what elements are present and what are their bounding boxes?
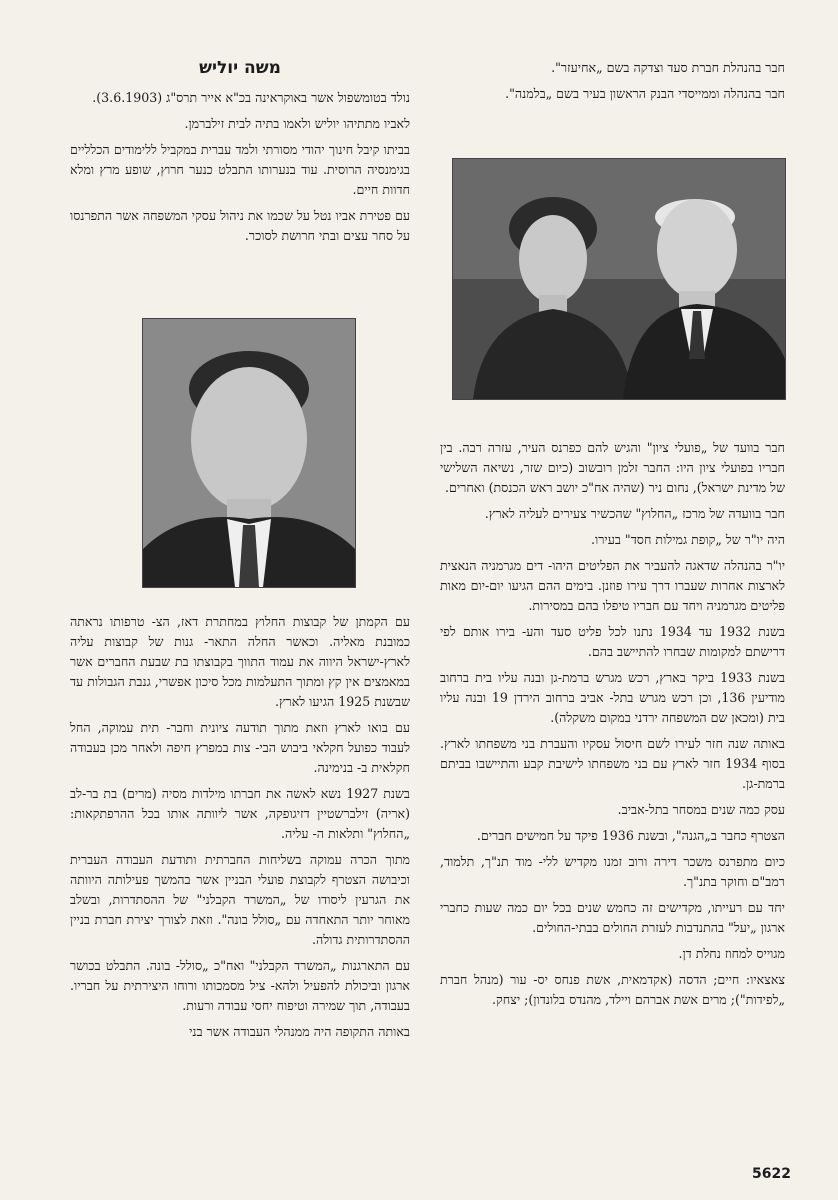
paragraph: באותה התקופה היה ממנהלי העבודה אשר בני xyxy=(189,1024,410,1039)
paragraph: צאצאיו: חיים; הדסה (אקדמאית, אשת פנחס יס- עור (מנהל חברת „לפידות"); מרים אשת אברהם ויילד, מהנדס בלונדון); יצחק. xyxy=(440,972,785,1007)
paragraph: חבר בוועדה של מרכז „החלוץ" שהכשיר צעירים לעליה לארץ. xyxy=(484,506,785,521)
paragraph: בביתו קיבל חינוך יהודי מסורתי ולמד עברית במקביל ללימודים הכלליים בגימנסיה הרוסית. עוד בנערותו התבלט כנער חרוץ, שופע מרץ ומלא חדוות חיים. xyxy=(70,142,410,197)
paragraph: בשנת 1927 נשא לאשה את חברתו מילדות מסיה (מרים) בת בר-לב (אריה) זילברשטיין דזיגופקה, אשר ליוותה אותו בכל ההרפתקאות: „החלוץ" ותלאות ה- עליה. xyxy=(70,786,410,841)
paragraph: מגוייס למחוז נחלת דן. xyxy=(678,946,785,961)
left-bottom-column xyxy=(70,612,410,1048)
page-number: 5622 xyxy=(752,1166,791,1182)
paragraph: עם בואו לארץ וזאת מתוך תודעה ציונית וחבר- תית עמוקה, החל לעבוד כפועל חקלאי ביבוש הבי- צות במפרץ חיפה ולאחר מכן בעבודה חקלאית ב- בנימינה. xyxy=(70,720,410,775)
paragraph: יחד עם רעייתו, מקדישים זה כחמש שנים בכל יום כמה שעות כחברי ארגון „יעל" בהתנדבות לעזרת החולים בבתי-החולים. xyxy=(440,900,785,935)
right-top-column xyxy=(440,58,785,110)
paragraph: יו"ר בהנהלה שדאגה להעביר את הפליטים היהו- דים מגרמניה הנאצית לארצות אחרות שעברו דרך עירו פוזנן. בימים ההם הגיעו יום-יום מאות פליטים מגרמניה ויחד עם חבריו טיפלו בהם במסירות. xyxy=(440,558,785,613)
photo-of-elderly-couple-icon xyxy=(453,159,785,399)
paragraph: חבר בהנהלה וממייסדי הבנק הראשון בעיר בשם „בלמנה". xyxy=(505,86,785,101)
paragraph: לאביו מתתיהו יוליש ולאמו בתיה לבית זילברמן. xyxy=(184,116,410,131)
article-title: משה יוליש xyxy=(199,58,281,78)
paragraph: עם פטירת אביו נטל על שכמו את ניהול עסקי המשפחה אשר התפרנסו על סחר עצים ובתי חרושת לסוכר. xyxy=(69,208,410,243)
paragraph: חבר בהנהלת חברת סעד וצדקה בשם „אחיעזר". xyxy=(551,60,785,75)
paragraph: בשנת 1932 עד 1934 נתנו לכל פליט סעד והע- בירו אותם לפי דרישתם למקומות שבחרו להתיישב בהם. xyxy=(440,624,786,659)
paragraph: מתוך הכרה עמוקה בשליחות החברתית ותודעת העבודה העברית וכיבושה הצטרף לקבוצת פועלי הבניין אשר בהמשך פעילותה היוותה את הגרעין ליסודו של „המשרד הקבלני" של ההסתדרות, ובשלב מאוחר יותר התאחדה עם „סולל בונה". וזאת לצורך יצירת חברת בניין ההסתדרותית גדולה. xyxy=(70,852,410,947)
paragraph: היה יו"ר של „קופת גמילות חסד" בעירו. xyxy=(591,532,785,547)
left-top-column xyxy=(70,58,410,252)
paragraph: עסק כמה שנים במסחר בתל-אביב. xyxy=(617,802,785,817)
paragraph: חבר בוועד של „פועלי ציון" והגיש להם כפרנס העיר, עזרה רבה. בין חבריו בפועלי ציון היו: החבר זלמן רובשוב (כיום שזר, נשיאה השלישי של מדינת ישראל), נחום ניר (שהיה אח"כ יושב ראש הכנסת) ואחרים. xyxy=(440,440,785,495)
paragraph: נולד בטומשפול אשר באוקראינה בכ"א אייר תרס"ג (3.6.1903). xyxy=(92,90,410,105)
couple-photo xyxy=(452,158,786,400)
paragraph: באותה שנה חזר לעירו לשם חיסול עסקיו והעברת בני משפחתו לארץ. בסוף 1934 חזר לארץ עם בני משפחתו לישיבת קבע והתיישבו בביתם ברמת-גן. xyxy=(440,736,786,791)
paragraph: עם הקמתן של קבוצות החלוץ במחתרת דאז, הצ- טרפותו נראתה כמובנת מאליה. וכאשר החלה התאר- גנות של קבוצות עליה לארץ-ישראל היווה את עמוד התווך בקבוצתו בת שבעת החברים אשר במאמצים אין קץ ומתוך התעלמות מכל סיכון אפשרי, גנבת הגבולות עד שבשנת 1925 הגיעו לארץ. xyxy=(70,614,410,709)
right-bottom-column xyxy=(440,438,785,1016)
paragraph: בשנת 1933 ביקר בארץ, רכש מגרש ברמת-גן ובנה עליו בית ברחוב מודיעין 136, וכן רכש מגרש בתל- אביב ברחוב הירדן 19 ובנה עליו בית (ומכאן שם המשפחה ירדני במקום משקלה). xyxy=(440,670,786,725)
portrait-photo-of-man-icon xyxy=(143,319,355,587)
portrait-photo xyxy=(142,318,356,588)
paragraph: עם התארגנות „המשרד הקבלני" ואח"כ „סולל- בונה. התבלט בכושר ארגון וביכולת להפעיל ולהא- ציל מסמכותו ורוחו היצירתית על חבריו. בעבודה, תוך שמירה וטיפוח יחסי עבודה ורעות. xyxy=(70,958,410,1013)
paragraph: הצטרף כחבר ב„הגנה", ובשנת 1936 פיקד על חמישים חברים. xyxy=(476,828,785,843)
paragraph: כיום מתפרנס משכר דירה ורוב זמנו מקדיש ללי- מוד תנ"ך, תלמוד, רמב"ם וחוקר בתנ"ך. xyxy=(440,854,785,889)
